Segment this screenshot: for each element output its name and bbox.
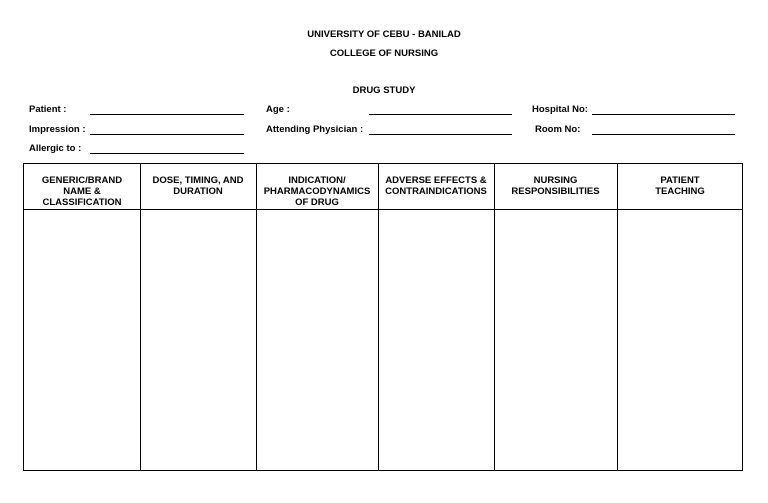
form-title: DRUG STUDY	[352, 85, 416, 96]
header-nursing-responsibilities: NURSING RESPONSIBILITIES	[511, 175, 600, 197]
patient-line[interactable]	[90, 114, 244, 115]
age-label: Age :	[266, 104, 290, 115]
allergic-to-label: Allergic to :	[29, 143, 82, 154]
header-generic-brand: GENERIC/BRAND NAME & CLASSIFICATION	[41, 175, 123, 208]
drug-study-table	[23, 163, 743, 471]
hospital-no-line[interactable]	[592, 114, 735, 115]
room-no-line[interactable]	[592, 134, 735, 135]
header-patient-teaching: PATIENT TEACHING	[655, 175, 705, 197]
cell-patient-teaching[interactable]	[618, 210, 742, 470]
allergic-to-line[interactable]	[90, 153, 244, 154]
header-dose-timing: DOSE, TIMING, AND DURATION	[152, 175, 244, 197]
cell-adverse-effects[interactable]	[379, 210, 494, 470]
cell-dose-timing[interactable]	[141, 210, 256, 470]
hospital-no-label: Hospital No:	[532, 104, 588, 115]
cell-nursing-responsibilities[interactable]	[495, 210, 617, 470]
cell-generic-brand[interactable]	[24, 210, 140, 470]
impression-label: Impression :	[29, 124, 86, 135]
university-name: UNIVERSITY OF CEBU - BANILAD	[307, 29, 461, 40]
patient-label: Patient :	[29, 104, 67, 115]
attending-physician-line[interactable]	[369, 134, 512, 135]
header-indication: INDICATION/ PHARMACODYNAMICS OF DRUG	[263, 175, 371, 208]
impression-line[interactable]	[90, 134, 244, 135]
header-adverse-effects: ADVERSE EFFECTS & CONTRAINDICATIONS	[385, 175, 487, 197]
attending-physician-label: Attending Physician :	[266, 124, 364, 135]
cell-indication[interactable]	[257, 210, 378, 470]
college-name: COLLEGE OF NURSING	[329, 48, 439, 59]
room-no-label: Room No:	[535, 124, 581, 135]
age-line[interactable]	[369, 114, 512, 115]
